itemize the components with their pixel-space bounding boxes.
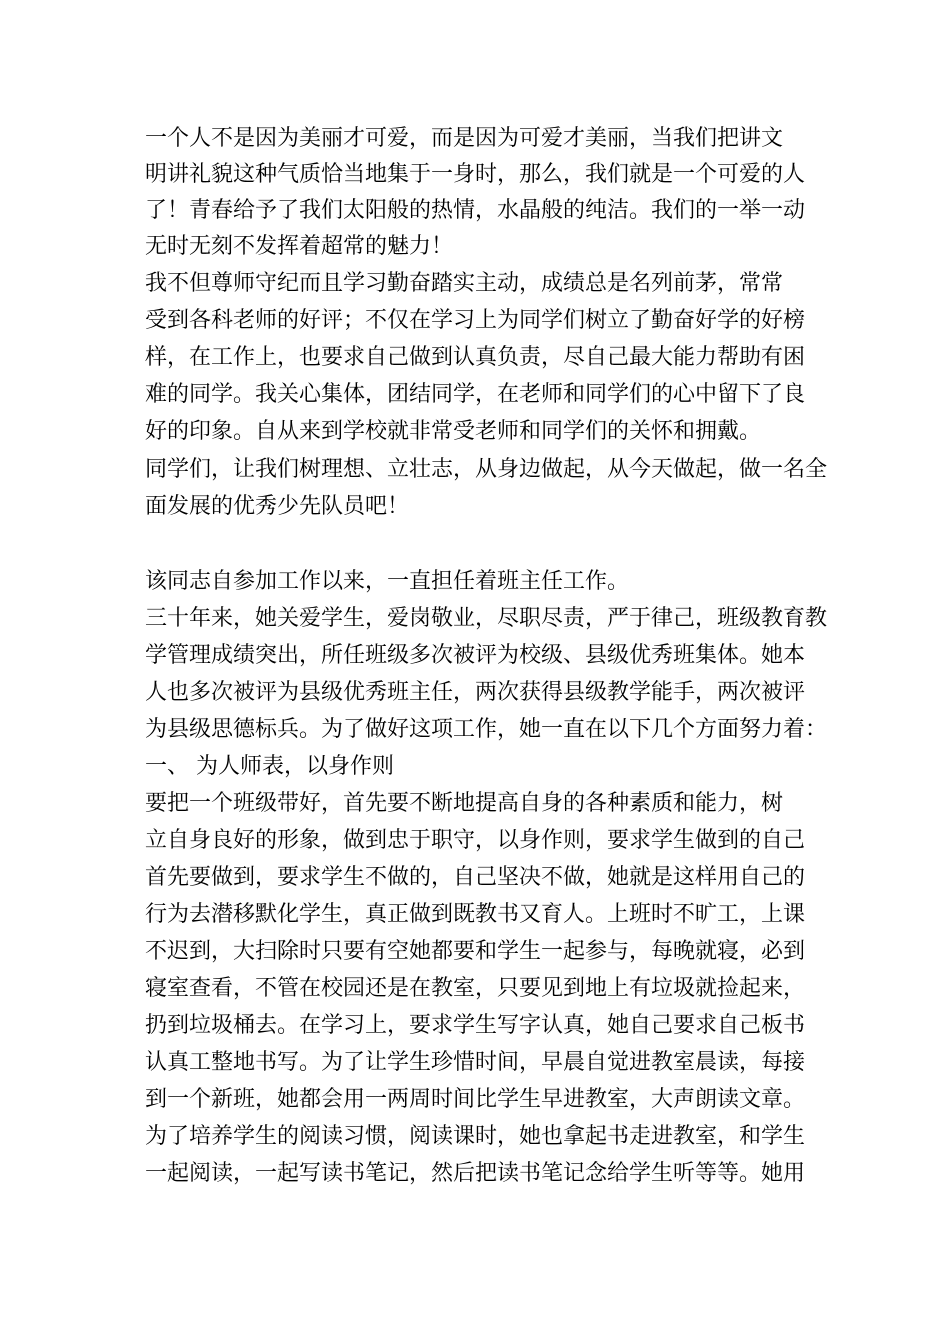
text-line: 难的同学。我关心集体，团结同学，在老师和同学们的心中留下了良 — [145, 382, 806, 407]
text-line: 受到各科老师的好评；不仅在学习上为同学们树立了勤奋好学的好榜 — [145, 308, 806, 333]
text-line: 行为去潜移默化学生，真正做到既教书又育人。上班时不旷工，上课 — [145, 902, 806, 927]
text-line: 为了培养学生的阅读习惯，阅读课时，她也拿起书走进教室，和学生 — [145, 1124, 806, 1149]
text-line: 无时无刻不发挥着超常的魅力！ — [145, 234, 454, 259]
text-line: 该同志自参加工作以来，一直担任着班主任工作。 — [145, 569, 630, 594]
text-line: 要把一个班级带好，首先要不断地提高自身的各种素质和能力，树 — [145, 791, 784, 816]
text-line: 扔到垃圾桶去。在学习上，要求学生写字认真，她自己要求自己板书 — [145, 1013, 806, 1038]
text-line: 好的印象。自从来到学校就非常受老师和同学们的关怀和拥戴。 — [145, 419, 762, 444]
text-line: 首先要做到，要求学生不做的，自己坚决不做，她就是这样用自己的 — [145, 865, 806, 890]
text-line: 面发展的优秀少先队员吧！ — [145, 494, 410, 519]
text-line: 一个人不是因为美丽才可爱，而是因为可爱才美丽，当我们把讲文 — [145, 126, 784, 151]
text-line: 立自身良好的形象，做到忠于职守，以身作则，要求学生做到的自己 — [145, 828, 806, 853]
text-line: 样，在工作上，也要求自己做到认真负责，尽自己最大能力帮助有困 — [145, 345, 806, 370]
text-line: 明讲礼貌这种气质恰当地集于一身时，那么，我们就是一个可爱的人 — [145, 162, 806, 187]
text-line: 到一个新班，她都会用一两周时间比学生早进教室，大声朗读文章。 — [145, 1087, 806, 1112]
text-line: 为县级思德标兵。为了做好这项工作，她一直在以下几个方面努力着： — [145, 717, 828, 742]
text-line: 一起阅读，一起写读书笔记，然后把读书笔记念给学生听等等。她用 — [145, 1161, 806, 1186]
text-line: 我不但尊师守纪而且学习勤奋踏实主动，成绩总是名列前茅，常常 — [145, 271, 784, 296]
text-line: 同学们，让我们树理想、立壮志，从身边做起，从今天做起，做一名全 — [145, 457, 828, 482]
text-line: 不迟到，大扫除时只要有空她都要和学生一起参与，每晚就寝，必到 — [145, 939, 806, 964]
text-line: 人也多次被评为县级优秀班主任，两次获得县级教学能手，两次被评 — [145, 680, 806, 705]
text-line: 学管理成绩突出，所任班级多次被评为校级、县级优秀班集体。她本 — [145, 643, 806, 668]
text-line: 寝室查看，不管在校园还是在教室，只要见到地上有垃圾就捡起来， — [145, 976, 806, 1001]
section-heading: 一、 为人师表，以身作则 — [145, 754, 394, 779]
text-line: 了！青春给予了我们太阳般的热情，水晶般的纯洁。我们的一举一动 — [145, 198, 806, 223]
text-line: 三十年来，她关爱学生，爱岗敬业，尽职尽责，严于律己，班级教育教 — [145, 606, 828, 631]
text-line: 认真工整地书写。为了让学生珍惜时间，早晨自觉进教室晨读，每接 — [145, 1050, 806, 1075]
